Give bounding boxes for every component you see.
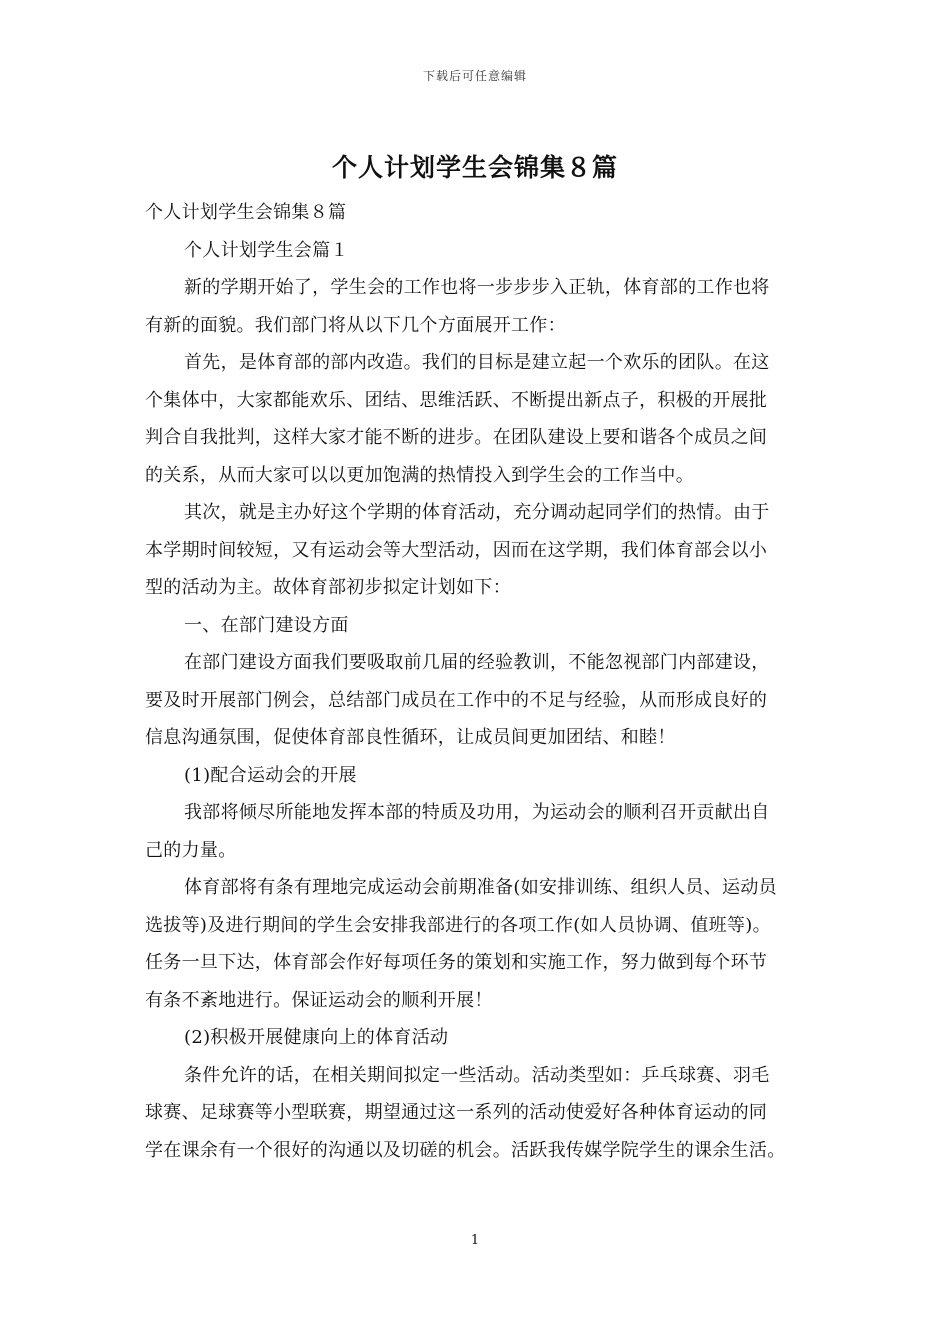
text-line: 学在课余有一个很好的沟通以及切磋的机会。活跃我传媒学院学生的课余生活。	[145, 1139, 786, 1161]
text-line: 己的力量。	[145, 839, 237, 861]
document-body	[145, 194, 825, 1169]
text-line: 新的学期开始了，学生会的工作也将一步步步入正轨，体育部的工作也将	[184, 277, 770, 298]
text-line: 条件允许的话，在相关期间拟定一些活动。活动类型如：乒乓球赛、羽毛	[184, 1064, 770, 1086]
page-header-note: 下载后可任意编辑	[422, 69, 527, 83]
text-line: 其次，就是主办好这个学期的体育活动，充分调动起同学们的热情。由于	[184, 502, 770, 523]
text-line: 有条不紊地进行。保证运动会的顺利开展！	[145, 989, 493, 1011]
text-line: 判合自我批判，这样大家才能不断的进步。在团队建设上要和谐各个成员之间	[145, 427, 768, 448]
text-line: (2)积极开展健康向上的体育活动	[184, 1027, 449, 1048]
text-line: 任务一旦下达，体育部会作好每项任务的策划和实施工作，努力做到每个环节	[145, 952, 768, 973]
text-line: 个集体中，大家都能欢乐、团结、思维活跃、不断提出新点子，积极的开展批	[145, 389, 768, 411]
text-line: 球赛、足球赛等小型联赛，期望通过这一系列的活动使爱好各种体育运动的同	[145, 1102, 768, 1123]
text-line: 型的活动为主。故体育部初步拟定计划如下：	[145, 577, 511, 598]
document-title: 个人计划学生会锦集８篇	[331, 153, 618, 182]
text-line: 本学期时间较短，又有运动会等大型活动，因而在这学期，我们体育部会以小	[145, 539, 768, 561]
text-line: 体育部将有条有理地完成运动会前期准备(如安排训练、组织人员、运动员	[184, 877, 777, 898]
text-line: 我部将倾尽所能地发挥本部的特质及功用，为运动会的顺利召开贡献出自	[184, 802, 770, 823]
text-line: (1)配合运动会的开展	[184, 764, 357, 786]
text-line: 首先，是体育部的部内改造。我们的目标是建立起一个欢乐的团队。在这	[184, 352, 770, 373]
text-line: 在部门建设方面我们要吸取前几届的经验教训，不能忽视部门内部建设，	[184, 652, 770, 673]
text-line: 选拔等)及进行期间的学生会安排我部进行的各项工作(如人员协调、值班等)。	[145, 914, 771, 936]
text-line: 个人计划学生会锦集８篇	[145, 202, 347, 223]
text-line: 有新的面貌。我们部门将从以下几个方面展开工作：	[145, 314, 566, 336]
text-line: 要及时开展部门例会，总结部门成员在工作中的不足与经验，从而形成良好的	[145, 689, 768, 711]
text-line: 信息沟通氛围，促使体育部良性循环，让成员间更加团结、和睦！	[145, 727, 676, 748]
text-line: 的关系，从而大家可以以更加饱满的热情投入到学生会的工作当中。	[145, 464, 694, 486]
text-line: 个人计划学生会篇１	[184, 239, 349, 261]
text-line: 一、在部门建设方面	[184, 614, 349, 636]
page-number: 1	[470, 1233, 480, 1248]
